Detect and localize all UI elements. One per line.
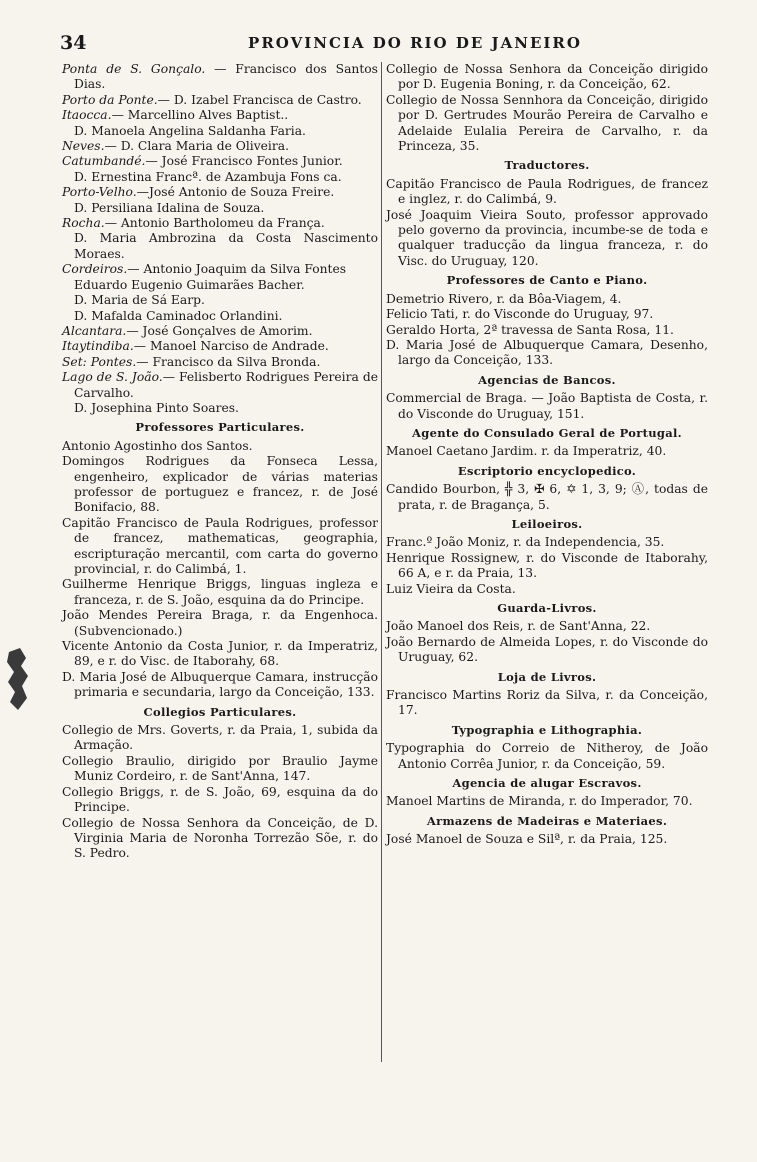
directory-entry: Guilherme Henrique Briggs, linguas ingleza e franceza, r. de S. João, esquina da do Principe.	[62, 577, 378, 607]
locality-label: Neves.	[62, 139, 105, 154]
left-column	[62, 62, 378, 862]
page-number: 34	[60, 32, 87, 54]
section-heading: Escriptorio encyclopedico.	[457, 463, 637, 478]
collegios-list	[62, 723, 378, 862]
directory-entry: Vicente Antonio da Costa Junior, r. da Imperatriz, 89, e r. do Visc. de Itaborahy, 68.	[62, 639, 378, 669]
directory-entry: Typographia do Correio de Nitheroy, de João Antonio Corrêa Junior, r. da Conceição, 59.	[386, 741, 708, 771]
directory-entry	[62, 339, 378, 354]
entry-text: — Felisberto Rodrigues Pereira de Carvalho.	[74, 370, 378, 400]
ink-stain-mark	[6, 648, 30, 710]
directory-entry	[62, 170, 378, 185]
directory-entry: João Manoel dos Reis, r. de Sant'Anna, 22.	[386, 619, 651, 634]
entry-text: — Marcellino Alves Baptist..	[111, 108, 289, 123]
entry-text: — Manoel Narciso de Andrade.	[133, 339, 329, 354]
locality-label: Porto da Ponte.	[62, 92, 158, 107]
section-heading: Agencia de alugar Escravos.	[452, 776, 642, 791]
directory-entry: D. Maria José de Albuquerque Camara, Desenho, largo da Conceição, 133.	[386, 337, 708, 368]
directory-entry	[62, 324, 378, 339]
directory-entry: Antonio Agostinho dos Santos.	[62, 438, 253, 453]
directory-entry: Felicio Tati, r. do Visconde do Uruguay, 97.	[386, 307, 654, 322]
entry-text: D. Manoela Angelina Saldanha Faria.	[74, 123, 306, 138]
directory-entry: Collegio Briggs, r. de S. João, 69, esquina da do Principe.	[62, 784, 378, 815]
directory-entry	[62, 216, 378, 231]
directory-entry: Collegio de Nossa Senhora da Conceição dirigido por D. Eugenia Boning, r. da Conceição, 62.	[386, 62, 708, 92]
entry-text: D. Ernestina Francª. de Azambuja Fons ca.	[74, 169, 342, 184]
locality-list	[62, 62, 378, 416]
section-heading: Guarda-Livros.	[497, 601, 597, 615]
section-heading: Leiloeiros.	[511, 516, 583, 531]
directory-section	[386, 426, 708, 460]
directory-entry: Capitão Francisco de Paula Rodrigues, de francez e inglez, r. do Calimbá, 9.	[386, 176, 708, 207]
directory-entry	[62, 262, 378, 277]
locality-label: Rocha.	[62, 216, 105, 231]
directory-entry: Collegio de Mrs. Goverts, r. da Praia, 1, subida da Armação.	[62, 723, 378, 753]
directory-entry	[62, 139, 378, 154]
entry-text: — D. Izabel Francisca de Castro.	[157, 92, 362, 107]
directory-section	[386, 517, 708, 597]
locality-label: Itaytindiba.	[62, 339, 134, 354]
directory-section	[386, 601, 708, 666]
section-heading: Professores Particulares.	[135, 420, 305, 435]
entry-text: —José Antonio de Souza Freire.	[136, 185, 335, 200]
directory-entry: João Bernardo de Almeida Lopes, r. do Visconde do Uruguay, 62.	[386, 634, 708, 665]
directory-section	[386, 814, 708, 848]
locality-label: Porto-Velho.	[62, 185, 137, 200]
directory-entry: Collegio de Nossa Sennhora da Conceição, dirigido por D. Gertrudes Mourão Pereira de Carvalho e Adelaide Eulalia Pereira de Carvalho, r. da Princeza, 35.	[386, 92, 708, 154]
directory-entry	[62, 278, 378, 293]
directory-entry: Capitão Francisco de Paula Rodrigues, professor de francez, mathematicas, geographia, escripturação mercantil, com carta do governo provincial, r. do Calimbá, 1.	[62, 515, 378, 576]
directory-entry	[62, 201, 378, 216]
entry-text: — Antonio Joaquim da Silva Fontes	[127, 262, 347, 277]
locality-label: Alcantara.	[62, 323, 127, 338]
directory-entry	[62, 309, 378, 324]
column-divider	[381, 62, 382, 1062]
collegios-continued-list	[386, 62, 708, 154]
locality-label: Itaocca.	[62, 108, 112, 123]
directory-entry: Domingos Rodrigues da Fonseca Lessa, engenheiro, explicador de várias materias professor de portuguez e francez, r. de José Bonifacio, 88.	[62, 454, 378, 515]
section-heading: Typographia e Lithographia.	[451, 722, 643, 737]
entry-text: — D. Clara Maria de Oliveira.	[104, 139, 289, 154]
directory-entry: Commercial de Braga. — João Baptista de Costa, r. do Visconde do Uruguay, 151.	[386, 391, 708, 421]
entry-text: D. Maria Ambrozina da Costa Nascimento Moraes.	[74, 231, 378, 261]
directory-entry	[62, 185, 378, 200]
right-sections	[386, 158, 708, 847]
directory-entry: Collegio de Nossa Senhora da Conceição, de D. Virginia Maria de Noronha Torrezão Sõe, r. do S. Pedro.	[62, 815, 378, 861]
directory-entry	[62, 154, 378, 169]
directory-entry	[62, 108, 378, 123]
entry-text: — José Francisco Fontes Junior.	[145, 154, 343, 169]
directory-entry	[62, 93, 378, 108]
locality-label: Lago de S. João.	[62, 370, 163, 385]
professores-list	[62, 439, 378, 701]
directory-entry: Francisco Martins Roriz da Silva, r. da Conceição, 17.	[386, 688, 708, 718]
directory-entry: Collegio Braulio, dirigido por Braulio Jayme Muniz Cordeiro, r. de Sant'Anna, 147.	[62, 753, 378, 784]
directory-entry: João Mendes Pereira Braga, r. da Engenhoca. (Subvencionado.)	[62, 608, 378, 638]
page-header	[60, 32, 700, 58]
entry-text: D. Persiliana Idalina de Souza.	[74, 200, 265, 215]
directory-entry: Franc.º João Moniz, r. da Independencia, 35.	[386, 535, 665, 550]
directory-entry	[62, 355, 378, 370]
directory-entry: Luiz Vieira da Costa.	[386, 581, 516, 596]
directory-section	[386, 373, 708, 422]
section-heading: Professores de Canto e Piano.	[446, 273, 648, 288]
directory-section	[386, 464, 708, 513]
directory-section	[386, 273, 708, 368]
section-heading: Collegios Particulares.	[143, 704, 297, 719]
directory-entry: Manoel Martins de Miranda, r. do Imperador, 70.	[386, 794, 693, 809]
directory-entry	[62, 231, 378, 262]
locality-label: Catumbandé.	[62, 154, 146, 169]
locality-label: Ponta de S. Gonçalo.	[62, 62, 206, 76]
directory-entry	[62, 62, 378, 93]
section-heading: Loja de Livros.	[497, 669, 597, 684]
page-title: PROVINCIA DO RIO DE JANEIRO	[248, 34, 582, 52]
entry-text: — Francisco da Silva Bronda.	[136, 354, 321, 369]
entry-text: Eduardo Eugenio Guimarães Bacher.	[74, 277, 305, 292]
directory-section	[386, 776, 708, 810]
section-heading: Armazens de Madeiras e Materiaes.	[426, 813, 668, 828]
entry-text: D. Mafalda Caminadoc Orlandini.	[74, 308, 283, 323]
directory-section	[386, 723, 708, 772]
directory-entry: D. Maria José de Albuquerque Camara, instrucção primaria e secundaria, largo da Conceição, 133.	[62, 669, 378, 700]
entry-text: — Francisco dos Santos Dias.	[74, 62, 378, 92]
directory-entry	[62, 401, 378, 416]
directory-entry: Demetrio Rivero, r. da Bôa-Viagem, 4.	[386, 291, 622, 306]
entry-text: — Antonio Bartholomeu da França.	[104, 216, 325, 231]
section-heading: Traductores.	[504, 158, 590, 173]
entry-text: — José Gonçalves de Amorim.	[126, 323, 313, 338]
entry-text: D. Josephina Pinto Soares.	[74, 400, 239, 415]
locality-label: Cordeiros.	[62, 262, 128, 277]
directory-entry: José Manoel de Souza e Silª, r. da Praia, 125.	[386, 832, 668, 847]
directory-entry	[62, 124, 378, 139]
section-heading: Agente do Consulado Geral de Portugal.	[412, 425, 682, 440]
directory-entry	[62, 370, 378, 401]
directory-entry: José Joaquim Vieira Souto, professor approvado pelo governo da provincia, incumbe-se de toda e qualquer traducção da lingua franceza, r. do Visc. do Uruguay, 120.	[386, 207, 708, 268]
directory-entry: Manoel Caetano Jardim. r. da Imperatriz, 40.	[386, 444, 667, 459]
section-heading: Agencias de Bancos.	[478, 372, 616, 387]
directory-entry	[62, 293, 378, 308]
directory-entry: Candido Bourbon, ╬ 3, ✠ 6, ✡ 1, 3, 9; Ⓐ, todas de prata, r. de Bragança, 5.	[386, 482, 708, 512]
right-column	[386, 62, 708, 848]
directory-section	[386, 158, 708, 269]
entry-text: D. Maria de Sá Earp.	[74, 293, 205, 308]
directory-section	[386, 670, 708, 719]
directory-entry: Geraldo Horta, 2ª travessa de Santa Rosa, 11.	[386, 322, 674, 337]
locality-label: Set: Pontes.	[62, 354, 137, 369]
directory-entry: Henrique Rossignew, r. do Visconde de Itaborahy, 66 A, e r. da Praia, 13.	[386, 550, 708, 581]
